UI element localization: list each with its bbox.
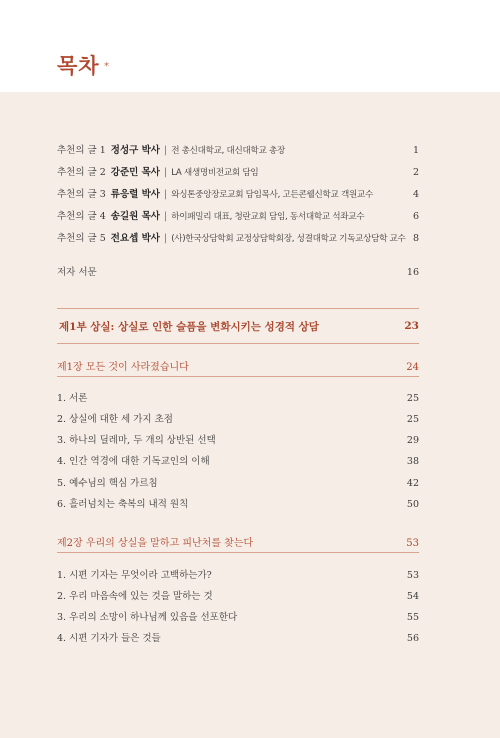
entry-label: 추천의 글 3 — [57, 189, 106, 200]
entry-label: 추천의 글 2 — [57, 167, 106, 178]
toc-chapter-2[interactable] — [57, 534, 419, 549]
entry-page: 56 — [406, 633, 419, 644]
entry-label: 1. 시편 기자는 무엇이라 고백하는가? — [57, 570, 212, 581]
page-title: 목차 — [57, 54, 100, 78]
toc-entry[interactable] — [57, 588, 419, 602]
entry-label: 4. 인간 역경에 대한 기독교인의 이해 — [57, 456, 210, 467]
toc-entry[interactable] — [57, 390, 419, 404]
chapter-title: 제2장 우리의 상실을 말하고 피난처를 찾는다 — [57, 538, 254, 549]
toc-entry-preface[interactable] — [57, 264, 419, 278]
entry-page: 2 — [412, 167, 419, 178]
entry-label: 저자 서문 — [57, 267, 97, 278]
toc-entry-recommendation-5[interactable] — [57, 230, 419, 244]
toc-entry[interactable] — [57, 609, 419, 623]
entry-description: 전 총신대학교, 대신대학교 총장 — [171, 146, 285, 156]
asterisk-icon: * — [104, 61, 109, 72]
entry-description: LA 새생명비전교회 담임 — [171, 168, 259, 178]
chapter-divider — [57, 552, 419, 553]
chapter-divider — [57, 376, 419, 377]
toc-entry[interactable] — [57, 496, 419, 510]
toc-entry[interactable] — [57, 411, 419, 425]
toc-entry-recommendation-3[interactable] — [57, 186, 419, 200]
entry-page: 53 — [406, 570, 419, 581]
entry-label: 2. 우리 마음속에 있는 것을 말하는 것 — [57, 591, 213, 602]
entry-page: 25 — [406, 414, 419, 425]
entry-description: (사)한국상담학회 교정상담학회장, 성결대학교 기독교상담학 교수 — [171, 234, 406, 244]
entry-label: 3. 하나의 딜레마, 두 개의 상반된 선택 — [57, 435, 216, 446]
entry-page: 55 — [406, 612, 419, 623]
entry-author: 류응렬 박사 — [110, 189, 160, 200]
divider: | — [164, 233, 168, 244]
entry-label: 6. 흘러넘치는 축복의 내적 원칙 — [57, 499, 189, 510]
entry-label: 5. 예수님의 핵심 가르침 — [57, 478, 158, 489]
toc-entry[interactable] — [57, 567, 419, 581]
toc-entry-recommendation-4[interactable] — [57, 208, 419, 222]
entry-author: 송길원 목사 — [110, 211, 160, 222]
entry-page: 29 — [406, 435, 419, 446]
page-header — [0, 0, 500, 92]
chapter-title: 제1장 모든 것이 사라졌습니다 — [57, 362, 189, 373]
entry-description: 와싱톤중앙장로교회 담임목사, 고든콘웰신학교 객원교수 — [171, 190, 373, 200]
chapter-page: 53 — [406, 538, 419, 549]
entry-page: 25 — [406, 393, 419, 404]
entry-author: 전요셉 박사 — [110, 233, 160, 244]
entry-page: 54 — [406, 591, 419, 602]
toc-entry[interactable] — [57, 453, 419, 467]
divider: | — [164, 211, 168, 222]
divider: | — [164, 145, 168, 156]
toc-chapter-1[interactable] — [57, 358, 419, 373]
entry-page: 1 — [412, 145, 419, 156]
entry-page: 16 — [406, 267, 419, 278]
entry-page: 8 — [412, 233, 419, 244]
entry-label: 추천의 글 4 — [57, 211, 106, 222]
entry-page: 50 — [406, 499, 419, 510]
entry-label: 추천의 글 5 — [57, 233, 106, 244]
entry-page: 38 — [406, 456, 419, 467]
toc-entry-recommendation-1[interactable] — [57, 142, 419, 156]
entry-label: 추천의 글 1 — [57, 145, 106, 156]
toc-part-1[interactable] — [57, 308, 419, 344]
entry-label: 1. 서론 — [57, 393, 88, 404]
toc-entry-recommendation-2[interactable] — [57, 164, 419, 178]
entry-label: 3. 우리의 소망이 하나님께 있음을 선포한다 — [57, 612, 238, 623]
entry-page: 42 — [406, 478, 419, 489]
entry-author: 정성구 박사 — [110, 145, 160, 156]
entry-label: 4. 시편 기자가 들은 것들 — [57, 633, 161, 644]
chapter-page: 24 — [406, 362, 419, 373]
entry-description: 하이패밀리 대표, 청란교회 담임, 동서대학교 석좌교수 — [171, 212, 365, 222]
toc-entry[interactable] — [57, 432, 419, 446]
entry-page: 6 — [412, 211, 419, 222]
entry-author: 강준민 목사 — [110, 167, 160, 178]
divider: | — [164, 167, 168, 178]
entry-label: 2. 상실에 대한 세 가지 초점 — [57, 414, 173, 425]
part-page: 23 — [404, 320, 419, 332]
toc-entry[interactable] — [57, 630, 419, 644]
entry-page: 4 — [412, 189, 419, 200]
part-title: 제1부 상실: 상실로 인한 슬픔을 변화시키는 성경적 상담 — [59, 320, 319, 333]
toc-entry[interactable] — [57, 475, 419, 489]
divider: | — [164, 189, 168, 200]
